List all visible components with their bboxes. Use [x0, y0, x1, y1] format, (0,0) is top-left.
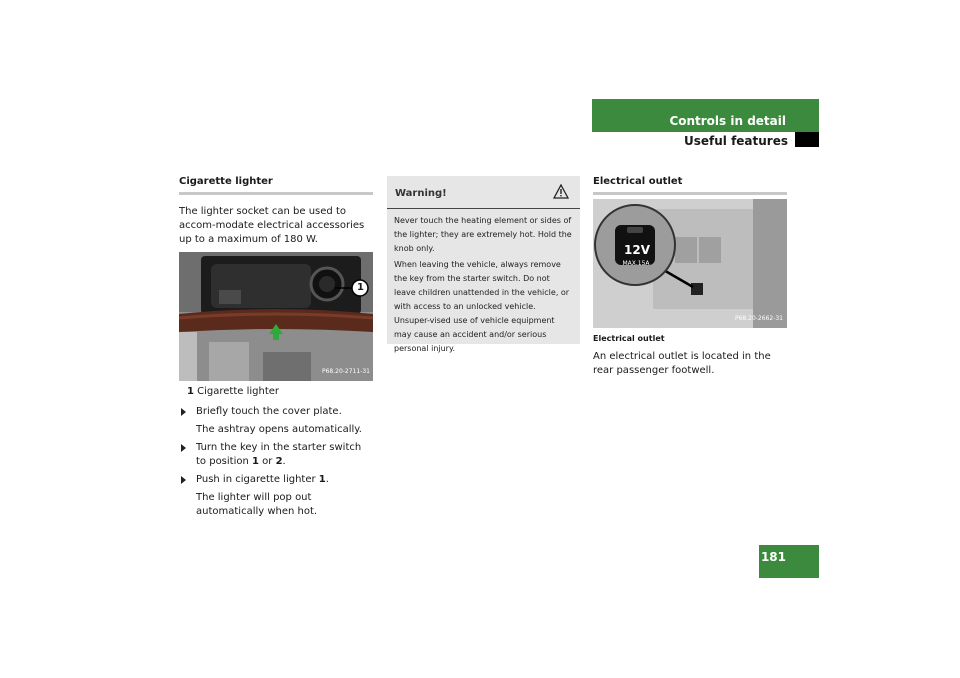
- outlet-caption: Electrical outlet: [593, 334, 665, 343]
- lighter-intro: The lighter socket can be used to accom-modate electrical accessories up to a maximum of 180 W.: [179, 206, 365, 245]
- callout-number: 1: [357, 282, 364, 293]
- step-3-number: 1: [318, 474, 326, 485]
- legend-number: 1: [187, 386, 194, 397]
- step-3-result: The lighter will pop out automatically when hot.: [196, 492, 318, 517]
- step-2-end: .: [282, 456, 286, 467]
- step-3-text: Push in cigarette lighter: [196, 474, 319, 485]
- electrical-outlet-heading: Electrical outlet: [593, 175, 787, 195]
- outlet-body: An electrical outlet is located in the rear passenger footwell.: [593, 351, 771, 376]
- step-3: [179, 473, 373, 487]
- legend-item: [179, 385, 373, 399]
- section-title: Controls in detail: [669, 114, 786, 128]
- step-1-result: The ashtray opens automatically.: [196, 424, 362, 435]
- step-1: Briefly touch the cover plate.: [179, 405, 373, 419]
- warning-paragraph-2: When leaving the vehicle, always remove the key from the starter switch. Do not leave children unattended in the vehicle, or with access to an unlocked vehicle. Unsuper-vised use of vehicle equipment may cause an accident and/or serious personal injury.: [394, 260, 570, 353]
- warning-body: [387, 209, 580, 356]
- outlet-photo-code: P68.20-2662-31: [734, 315, 783, 322]
- left-column: [179, 175, 373, 519]
- header-marker: [795, 132, 819, 147]
- warning-box: [387, 176, 580, 353]
- step-3-end: .: [325, 474, 329, 485]
- warning-title: Warning!: [395, 188, 447, 199]
- lighter-photo-code: P68.20-2711-31: [321, 368, 370, 375]
- cigarette-lighter-heading: Cigarette lighter: [179, 175, 373, 195]
- page-number-box: [759, 545, 819, 578]
- warning-header: [387, 176, 580, 209]
- lighter-photo: [179, 252, 373, 381]
- step-2-or: or: [258, 456, 276, 467]
- warning-paragraph-1: Never touch the heating element or sides of the lighter; they are extremely hot. Hold the knob only.: [394, 216, 572, 253]
- step-2-text: Turn the key in the starter switch to position: [196, 442, 362, 467]
- outlet-photo: [593, 199, 787, 328]
- header-title-wrap: [592, 99, 819, 132]
- legend-text: Cigarette lighter: [197, 386, 280, 397]
- warning-triangle-icon: [553, 184, 569, 199]
- step-2-position-1: 1: [252, 456, 259, 467]
- right-column: [593, 175, 787, 378]
- step-2: [179, 441, 373, 469]
- lighter-illustration: [179, 252, 373, 381]
- subsection-title: Useful features: [683, 134, 788, 148]
- page-number: 181: [760, 550, 786, 564]
- step-2-position-2: 2: [275, 456, 283, 467]
- socket-max-rating: MAX.15A: [622, 260, 650, 267]
- socket-voltage: 12V: [624, 243, 650, 257]
